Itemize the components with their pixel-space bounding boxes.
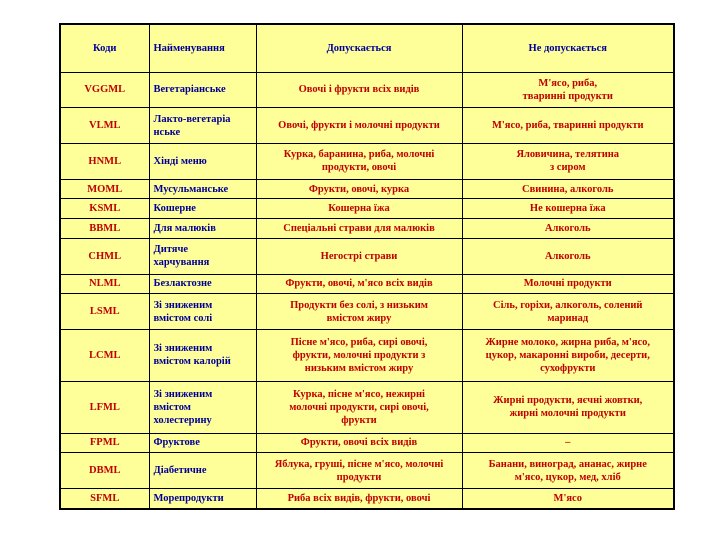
table-row: [60, 274, 674, 294]
not-allowed-foods-cell: М'ясо, риба, тваринні продукти: [462, 108, 674, 144]
table-row: [60, 199, 674, 219]
meal-name-cell: Вегетаріанське: [149, 72, 256, 108]
allowed-foods-cell: Фрукти, овочі, курка: [256, 179, 462, 199]
allowed-foods-cell: Яблука, груші, пісне м'ясо, молочні продукти: [256, 453, 462, 489]
allowed-foods-cell: Курка, баранина, риба, молочні продукти, овочі: [256, 144, 462, 180]
meal-name-cell: Фруктове: [149, 433, 256, 453]
meal-name-cell: Дитяче харчування: [149, 238, 256, 274]
not-allowed-foods-cell: М'ясо: [462, 489, 674, 509]
meal-code-cell: VLML: [60, 108, 149, 144]
not-allowed-foods-cell: Молочні продукти: [462, 274, 674, 294]
meal-code-cell: BBML: [60, 219, 149, 239]
allowed-foods-cell: Продукти без солі, з низьким вмістом жиру: [256, 294, 462, 330]
meal-codes-table: [59, 23, 675, 510]
allowed-foods-cell: Пісне м'ясо, риба, сирі овочі, фрукти, молочні продукти з низьким вмістом жиру: [256, 330, 462, 382]
table-row: [60, 144, 674, 180]
meal-code-cell: KSML: [60, 199, 149, 219]
meal-code-cell: MOML: [60, 179, 149, 199]
table-row: [60, 72, 674, 108]
not-allowed-foods-cell: М'ясо, риба, тваринні продукти: [462, 72, 674, 108]
header-code: Коди: [60, 24, 149, 72]
table-row: [60, 489, 674, 509]
meal-name-cell: Зі зниженим вмістом солі: [149, 294, 256, 330]
meal-code-cell: CHML: [60, 238, 149, 274]
allowed-foods-cell: Риба всіх видів, фрукти, овочі: [256, 489, 462, 509]
allowed-foods-cell: Овочі, фрукти і молочні продукти: [256, 108, 462, 144]
table-row: [60, 453, 674, 489]
not-allowed-foods-cell: Алкоголь: [462, 219, 674, 239]
table-row: [60, 108, 674, 144]
not-allowed-foods-cell: Жирні продукти, яєчні жовтки, жирні молочні продукти: [462, 381, 674, 433]
allowed-foods-cell: Кошерна їжа: [256, 199, 462, 219]
header-name: Найменування: [149, 24, 256, 72]
meal-name-cell: Для малюків: [149, 219, 256, 239]
table-row: [60, 381, 674, 433]
meal-name-cell: Зі зниженим вмістом холестерину: [149, 381, 256, 433]
meal-name-cell: Морепродукти: [149, 489, 256, 509]
meal-code-cell: SFML: [60, 489, 149, 509]
table-row: [60, 219, 674, 239]
meal-name-cell: Кошерне: [149, 199, 256, 219]
table-row: [60, 238, 674, 274]
meal-name-cell: Лакто-вегетаріа нське: [149, 108, 256, 144]
not-allowed-foods-cell: Не кошерна їжа: [462, 199, 674, 219]
table-row: [60, 294, 674, 330]
meal-code-cell: NLML: [60, 274, 149, 294]
meal-name-cell: Безлактозне: [149, 274, 256, 294]
not-allowed-foods-cell: Алкоголь: [462, 238, 674, 274]
not-allowed-foods-cell: –: [462, 433, 674, 453]
not-allowed-foods-cell: Жирне молоко, жирна риба, м'ясо, цукор, макаронні вироби, десерти, сухофрукти: [462, 330, 674, 382]
allowed-foods-cell: Негострі страви: [256, 238, 462, 274]
meal-code-cell: VGGML: [60, 72, 149, 108]
allowed-foods-cell: Овочі і фрукти всіх видів: [256, 72, 462, 108]
table-row: [60, 433, 674, 453]
allowed-foods-cell: Фрукти, овочі, м'ясо всіх видів: [256, 274, 462, 294]
meal-code-cell: FPML: [60, 433, 149, 453]
not-allowed-foods-cell: Свинина, алкоголь: [462, 179, 674, 199]
not-allowed-foods-cell: Сіль, горіхи, алкоголь, солений маринад: [462, 294, 674, 330]
meal-code-cell: LFML: [60, 381, 149, 433]
meal-code-cell: DBML: [60, 453, 149, 489]
table-row: [60, 179, 674, 199]
header-allowed: Допускається: [256, 24, 462, 72]
not-allowed-foods-cell: Яловичина, телятина з сиром: [462, 144, 674, 180]
allowed-foods-cell: Спеціальні страви для малюків: [256, 219, 462, 239]
table-row: [60, 330, 674, 382]
table-body: [60, 72, 674, 509]
meal-name-cell: Мусульманське: [149, 179, 256, 199]
meal-code-cell: HNML: [60, 144, 149, 180]
allowed-foods-cell: Фрукти, овочі всіх видів: [256, 433, 462, 453]
table-header-row: [60, 24, 674, 72]
meal-name-cell: Діабетичне: [149, 453, 256, 489]
header-not-allowed: Не допускається: [462, 24, 674, 72]
meal-code-cell: LSML: [60, 294, 149, 330]
meal-code-cell: LCML: [60, 330, 149, 382]
meal-name-cell: Зі зниженим вмістом калорій: [149, 330, 256, 382]
meal-name-cell: Хінді меню: [149, 144, 256, 180]
allowed-foods-cell: Курка, пісне м'ясо, нежирні молочні продукти, сирі овочі, фрукти: [256, 381, 462, 433]
not-allowed-foods-cell: Банани, виноград, ананас, жирне м'ясо, цукор, мед, хліб: [462, 453, 674, 489]
